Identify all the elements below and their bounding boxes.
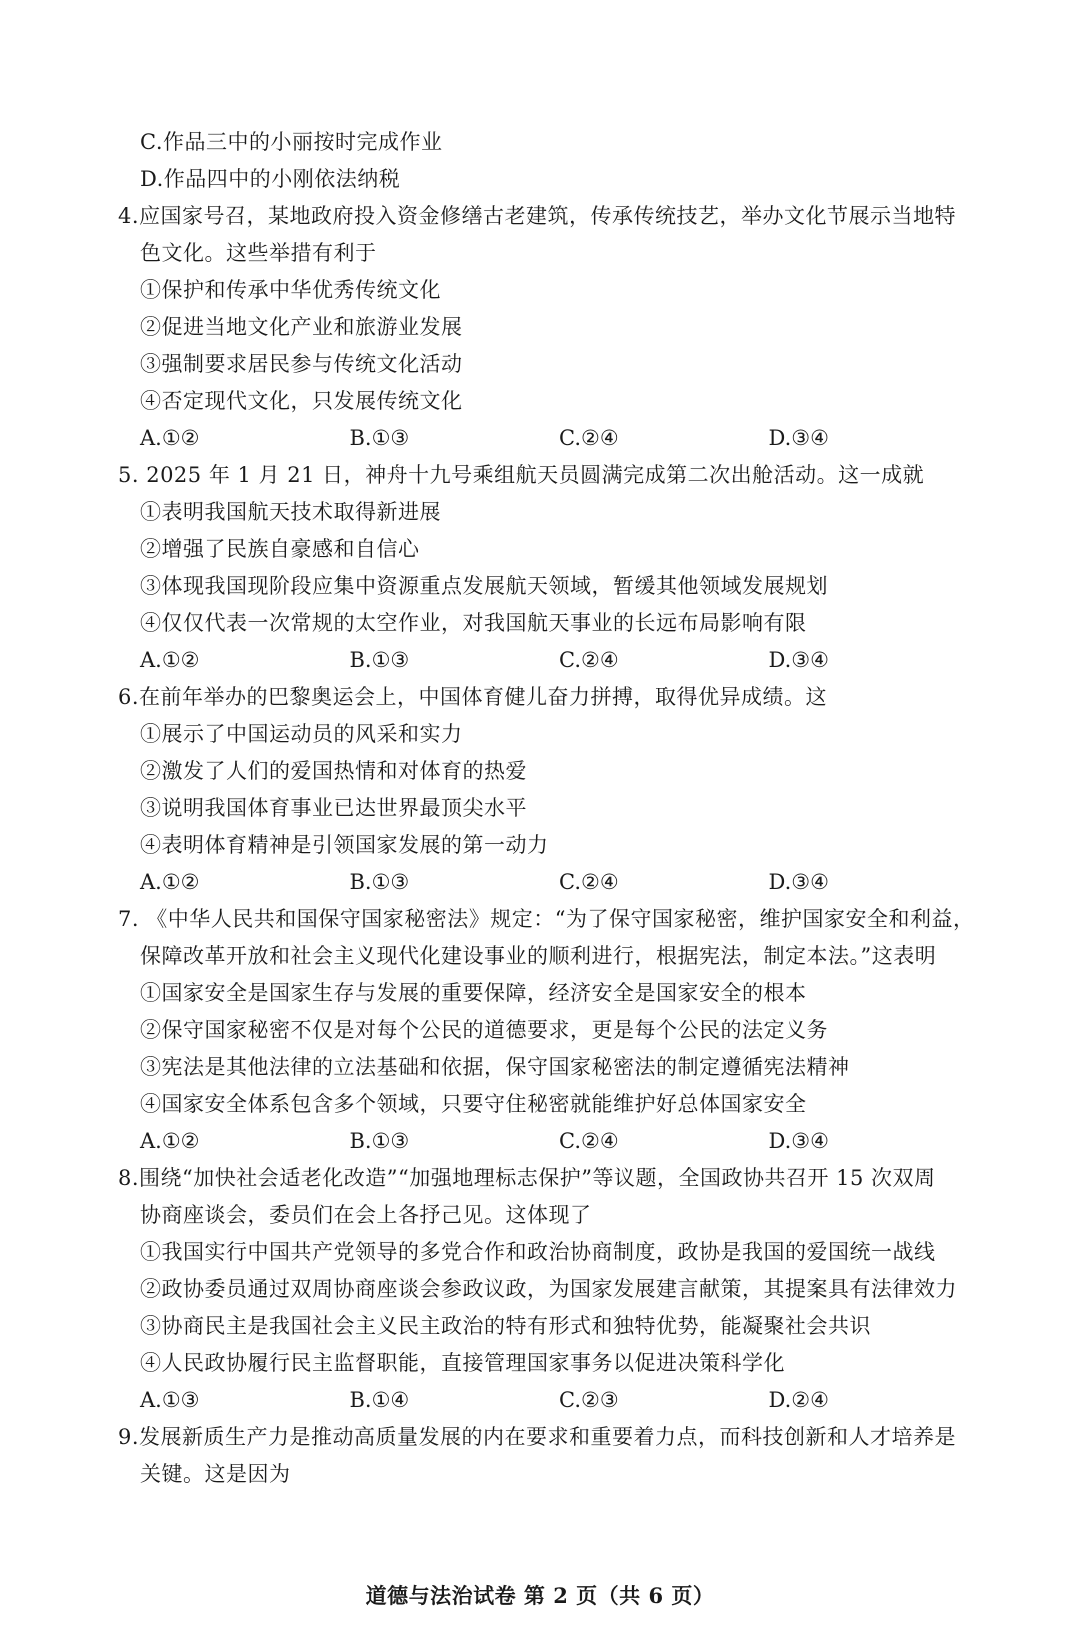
choice-c: C.②④ [559, 426, 619, 450]
statement-item: ③强制要求居民参与传统文化活动 [140, 352, 463, 376]
exam-content [118, 124, 978, 1493]
choice-b: B.①④ [349, 1388, 410, 1412]
statement-item: ②政协委员通过双周协商座谈会参政议政，为国家发展建言献策，其提案具有法律效力 [140, 1277, 957, 1301]
statement-item: ①保护和传承中华优秀传统文化 [140, 278, 441, 302]
choice-b: B.①③ [349, 870, 410, 894]
question-stem: 保障改革开放和社会主义现代化建设事业的顺利进行，根据宪法，制定本法。”这表明 [140, 944, 937, 968]
question-9 [118, 1419, 978, 1493]
answer-choices [118, 1123, 978, 1160]
question-stem: 协商座谈会，委员们在会上各抒己见。这体现了 [140, 1203, 592, 1227]
question-5 [118, 457, 978, 679]
statement-item: ①我国实行中国共产党领导的多党合作和政治协商制度，政协是我国的爱国统一战线 [140, 1240, 936, 1264]
choice-b: B.①③ [349, 648, 410, 672]
question-stem: 关键。这是因为 [140, 1462, 291, 1486]
choice-b: B.①③ [349, 1129, 410, 1153]
statement-item: ③体现我国现阶段应集中资源重点发展航天领域，暂缓其他领域发展规划 [140, 574, 828, 598]
statement-item: ④仅仅代表一次常规的太空作业，对我国航天事业的长远布局影响有限 [140, 611, 807, 635]
answer-choices [118, 864, 978, 901]
choice-c: C.②③ [559, 1388, 619, 1412]
question-4 [118, 198, 978, 457]
choice-a: A.①② [140, 870, 200, 894]
answer-choices [118, 642, 978, 679]
statement-item: ②激发了人们的爱国热情和对体育的热爱 [140, 759, 527, 783]
choice-a: A.①③ [140, 1388, 200, 1412]
answer-choices [118, 420, 978, 457]
statement-item: ④人民政协履行民主监督职能，直接管理国家事务以促进决策科学化 [140, 1351, 785, 1375]
choice-c: C.②④ [559, 870, 619, 894]
question-7 [118, 901, 978, 1160]
choice-a: A.①② [140, 1129, 200, 1153]
statement-item: ③协商民主是我国社会主义民主政治的特有形式和独特优势，能凝聚社会共识 [140, 1314, 871, 1338]
statement-item: ②保守国家秘密不仅是对每个公民的道德要求，更是每个公民的法定义务 [140, 1018, 828, 1042]
question-stem: 5. 2025 年 1 月 21 日，神舟十九号乘组航天员圆满完成第二次出舱活动。这一成就 [118, 463, 925, 487]
question-6 [118, 679, 978, 901]
question-stem: 8.围绕“加快社会适老化改造”“加强地理标志保护”等议题，全国政协共召开 15 次双周 [118, 1166, 936, 1190]
option-line: D.作品四中的小刚依法纳税 [140, 167, 401, 191]
choice-c: C.②④ [559, 648, 619, 672]
statement-item: ①表明我国航天技术取得新进展 [140, 500, 441, 524]
statement-item: ④否定现代文化，只发展传统文化 [140, 389, 463, 413]
question-stem: 7. 《中华人民共和国保守国家秘密法》规定：“为了保守国家秘密，维护国家安全和利益， [118, 907, 975, 931]
statement-item: ①国家安全是国家生存与发展的重要保障，经济安全是国家安全的根本 [140, 981, 807, 1005]
question-stem: 6.在前年举办的巴黎奥运会上，中国体育健儿奋力拼搏，取得优异成绩。这 [118, 685, 828, 709]
choice-a: A.①② [140, 648, 200, 672]
choice-d: D.③④ [768, 1129, 829, 1153]
statement-item: ③宪法是其他法律的立法基础和依据，保守国家秘密法的制定遵循宪法精神 [140, 1055, 850, 1079]
question-stem: 4.应国家号召，某地政府投入资金修缮古老建筑，传承传统技艺，举办文化节展示当地特 [118, 204, 957, 228]
question-stem: 色文化。这些举措有利于 [140, 241, 377, 265]
statement-item: ①展示了中国运动员的风采和实力 [140, 722, 463, 746]
page-footer: 道德与法治试卷 第 2 页（共 6 页） [365, 1583, 715, 1608]
choice-d: D.③④ [768, 648, 829, 672]
option-line: C.作品三中的小丽按时完成作业 [140, 130, 443, 154]
question-stem: 9.发展新质生产力是推动高质量发展的内在要求和重要着力点，而科技创新和人才培养是 [118, 1425, 957, 1449]
answer-choices [118, 1382, 978, 1419]
statement-item: ②增强了民族自豪感和自信心 [140, 537, 420, 561]
statement-item: ④表明体育精神是引领国家发展的第一动力 [140, 833, 549, 857]
statement-item: ②促进当地文化产业和旅游业发展 [140, 315, 463, 339]
statement-item: ③说明我国体育事业已达世界最顶尖水平 [140, 796, 527, 820]
choice-c: C.②④ [559, 1129, 619, 1153]
choice-d: D.③④ [768, 426, 829, 450]
choice-a: A.①② [140, 426, 200, 450]
statement-item: ④国家安全体系包含多个领域，只要守住秘密就能维护好总体国家安全 [140, 1092, 807, 1116]
choice-d: D.②④ [768, 1388, 829, 1412]
choice-d: D.③④ [768, 870, 829, 894]
question-8 [118, 1160, 978, 1419]
choice-b: B.①③ [349, 426, 410, 450]
